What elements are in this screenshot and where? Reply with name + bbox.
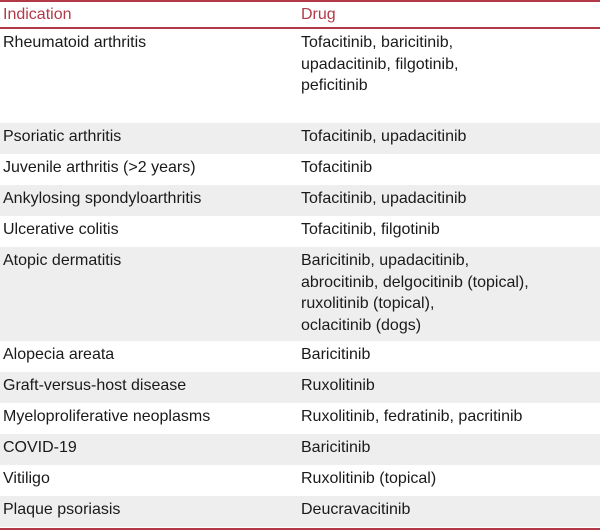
table-row bbox=[0, 216, 600, 247]
header-drug: Drug bbox=[301, 5, 336, 23]
drug-cell bbox=[298, 406, 600, 434]
drug-line: Tofacitinib, baricitinib, bbox=[301, 34, 454, 51]
indication-cell: Juvenile arthritis (>2 years) bbox=[3, 159, 196, 176]
table-row bbox=[0, 154, 600, 185]
table-row bbox=[0, 341, 600, 372]
drug-line: Baricitinib, upadacitinib, bbox=[301, 252, 470, 269]
indication-cell: Psoriatic arthritis bbox=[3, 128, 122, 145]
drug-line: Ruxolitinib, fedratinib, pacritinib bbox=[301, 408, 523, 425]
drug-line: Ruxolitinib bbox=[301, 377, 375, 394]
drug-line: Tofacitinib, upadacitinib bbox=[301, 128, 467, 145]
drug-cell bbox=[298, 188, 600, 216]
drug-line: Ruxolitinib (topical) bbox=[301, 470, 437, 487]
indication-cell: Rheumatoid arthritis bbox=[3, 34, 147, 51]
table-row bbox=[0, 29, 600, 123]
indication-cell: Myeloproliferative neoplasms bbox=[3, 408, 211, 425]
indication-cell: Ulcerative colitis bbox=[3, 221, 119, 238]
table-header bbox=[0, 2, 600, 29]
table-row bbox=[0, 123, 600, 154]
drug-line: Deucravacitinib bbox=[301, 501, 411, 518]
indication-cell: Ankylosing spondyloarthritis bbox=[3, 190, 202, 207]
indication-cell: Atopic dermatitis bbox=[3, 252, 122, 269]
drug-cell bbox=[298, 157, 600, 185]
drug-cell bbox=[298, 219, 600, 247]
drug-line: Tofacitinib bbox=[301, 159, 373, 176]
header-indication: Indication bbox=[3, 5, 72, 23]
drug-cell bbox=[298, 468, 600, 496]
table-row bbox=[0, 403, 600, 434]
drug-cell bbox=[298, 375, 600, 403]
indication-cell: Graft-versus-host disease bbox=[3, 377, 187, 394]
indication-cell: Vitiligo bbox=[3, 470, 50, 487]
drug-line: Baricitinib bbox=[301, 346, 371, 363]
drug-cell bbox=[298, 437, 600, 465]
drug-line: Tofacitinib, filgotinib bbox=[301, 221, 440, 238]
indication-cell: Alopecia areata bbox=[3, 346, 115, 363]
table-row bbox=[0, 247, 600, 341]
indication-cell: Plaque psoriasis bbox=[3, 501, 121, 518]
indication-cell: COVID-19 bbox=[3, 439, 77, 456]
drug-cell bbox=[298, 499, 600, 527]
drug-cell bbox=[298, 32, 600, 123]
drug-line: Baricitinib bbox=[301, 439, 371, 456]
drug-cell bbox=[298, 250, 600, 341]
table-row bbox=[0, 434, 600, 465]
table-row bbox=[0, 465, 600, 496]
drug-line: Tofacitinib, upadacitinib bbox=[301, 190, 467, 207]
drug-cell bbox=[298, 126, 600, 154]
drug-cell bbox=[298, 344, 600, 372]
table-row bbox=[0, 185, 600, 216]
table-body bbox=[0, 29, 600, 527]
table-row bbox=[0, 372, 600, 403]
drug-line: upadacitinib, filgotinib, bbox=[301, 55, 459, 73]
drug-line: peficitinib bbox=[301, 77, 368, 94]
drug-line: abrocitinib, delgocitinib (topical), bbox=[301, 273, 529, 291]
drug-line: ruxolitinib (topical), bbox=[301, 295, 435, 312]
table-row bbox=[0, 496, 600, 527]
drug-line: oclacitinib (dogs) bbox=[301, 316, 422, 334]
